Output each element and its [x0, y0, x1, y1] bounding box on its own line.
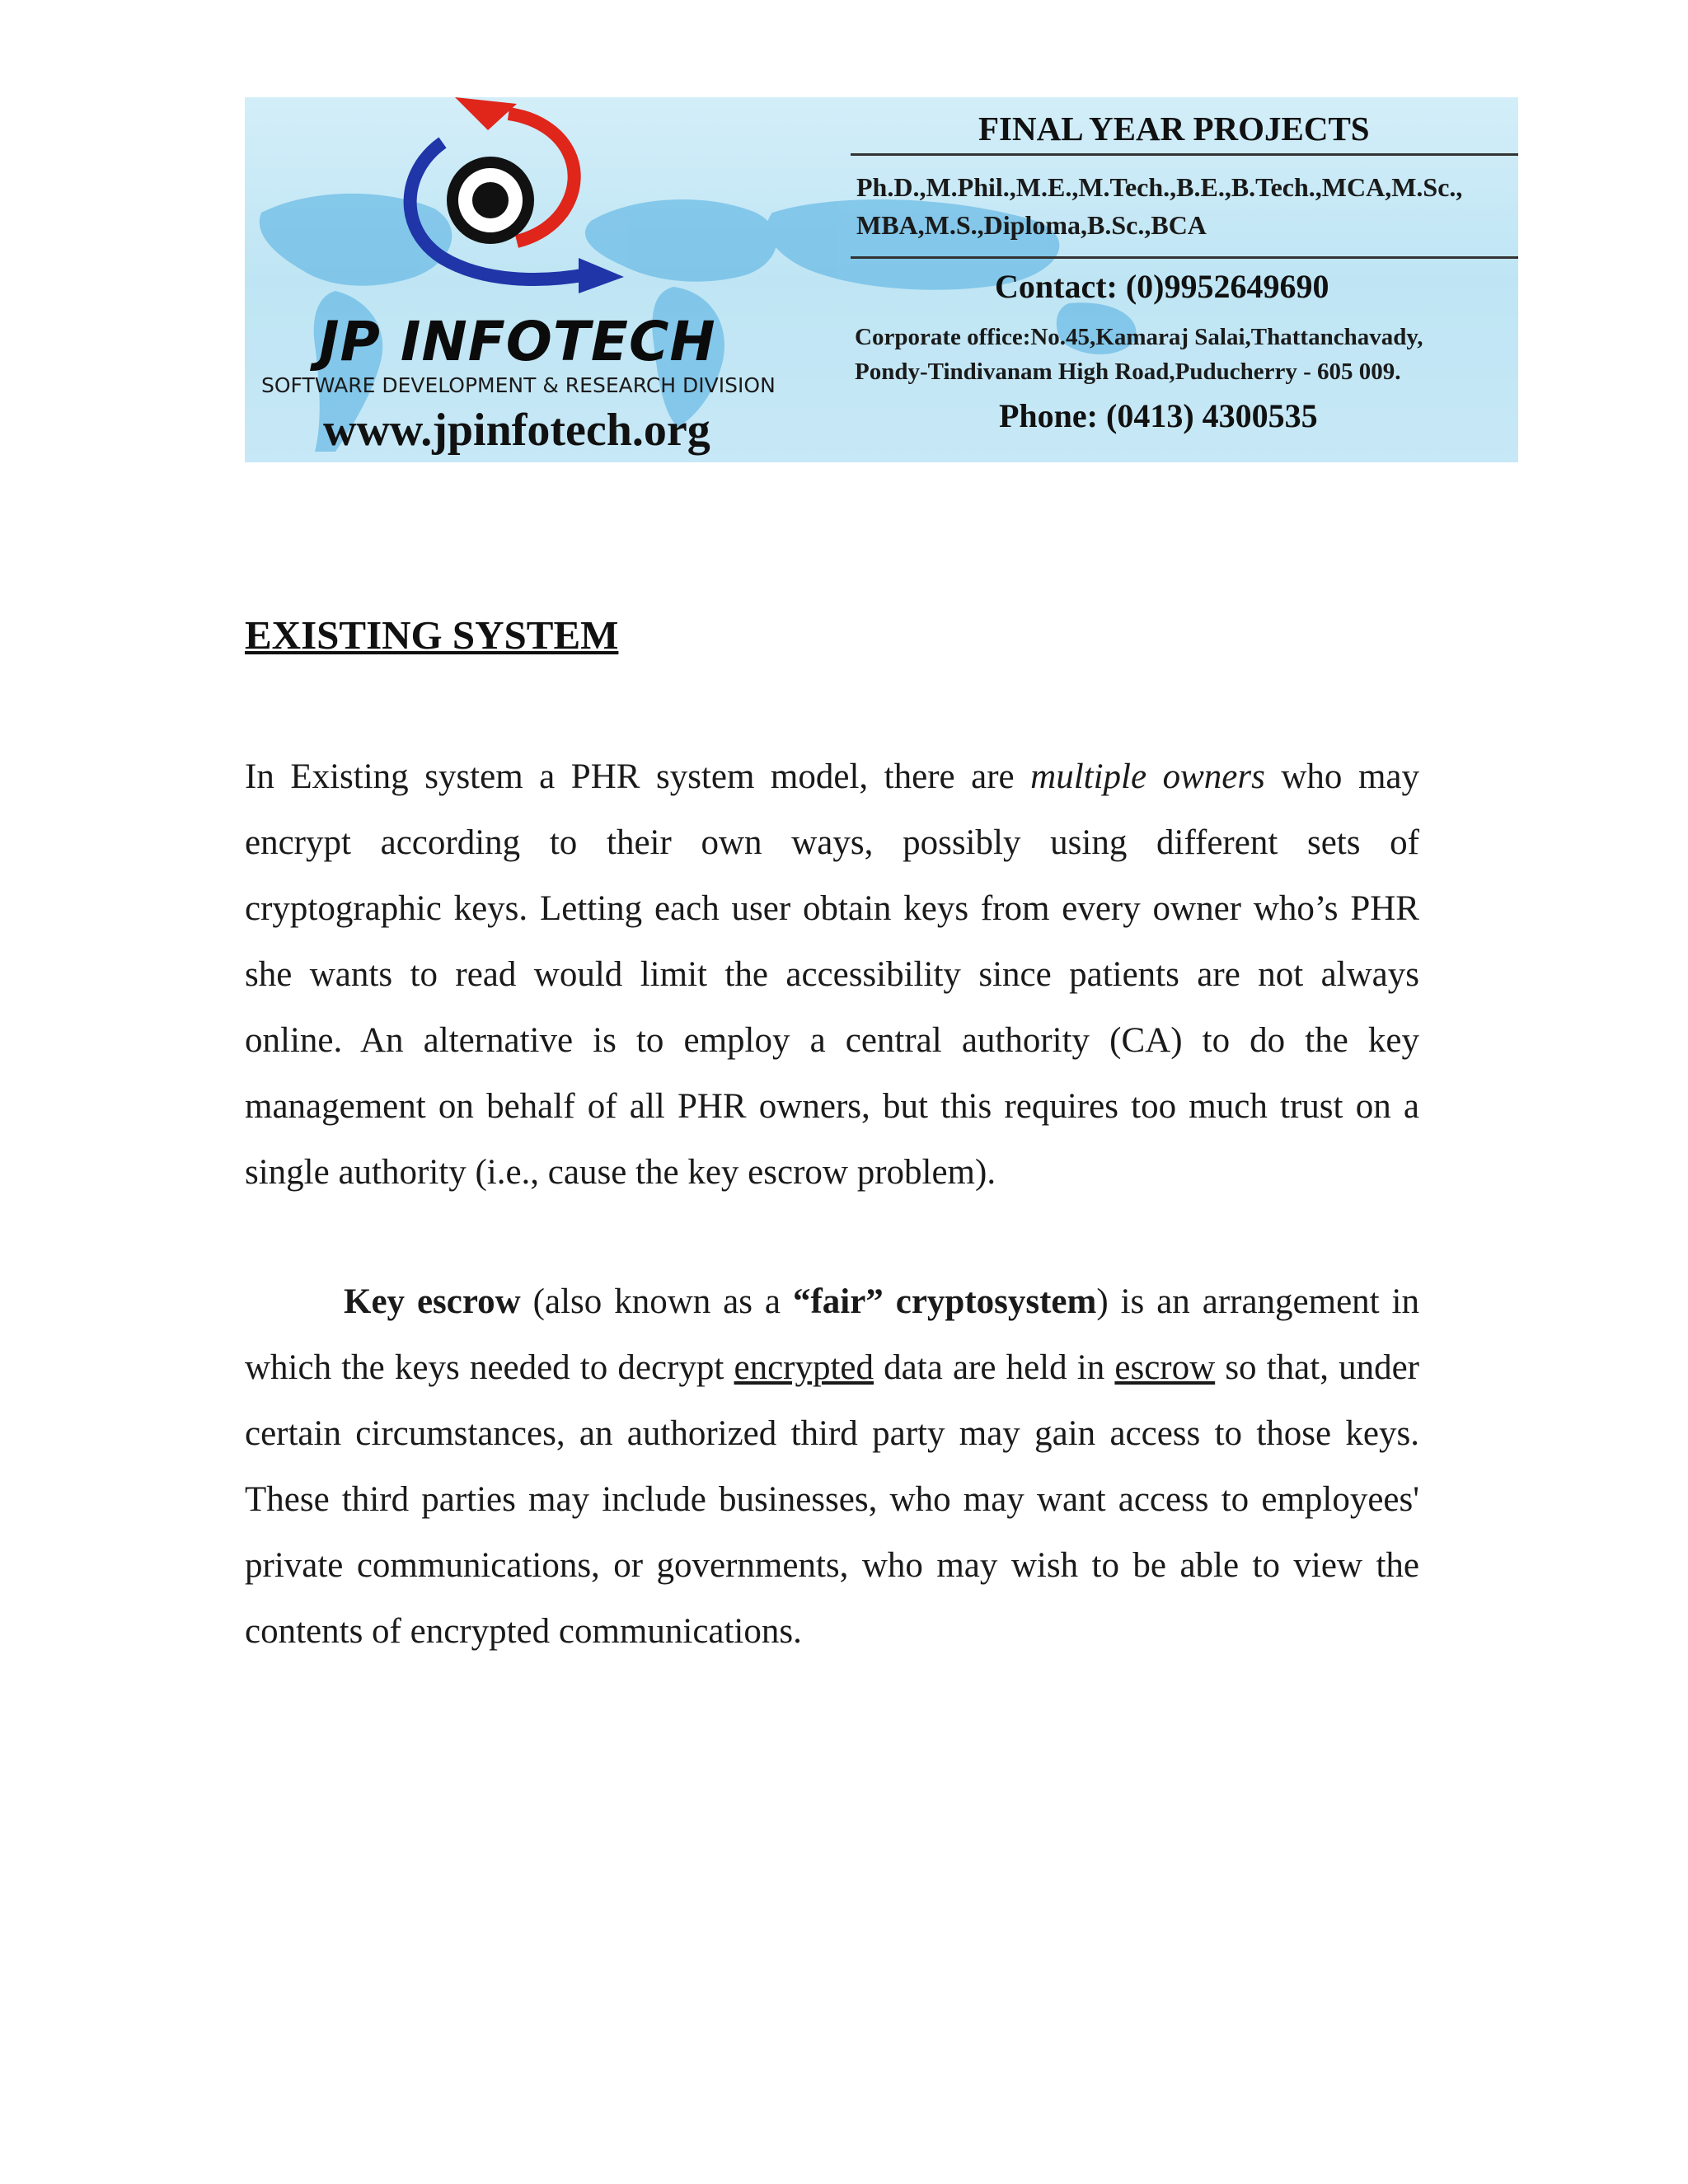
text-span: data are held in	[874, 1348, 1115, 1387]
paragraph-existing-system	[245, 744, 1419, 1206]
brand-name: JP INFOTECH	[319, 310, 716, 373]
emphasis-text: multiple owners	[1030, 757, 1265, 796]
logo-emblem	[352, 97, 624, 295]
address-line: Corporate office:No.45,Kamaraj Salai,Thattanchavady,	[855, 324, 1423, 350]
degree-line: Ph.D.,M.Phil.,M.E.,M.Tech.,B.E.,B.Tech.,MCA,M.Sc.,	[856, 172, 1463, 202]
degree-line: MBA,M.S.,Diploma,B.Sc.,BCA	[856, 210, 1207, 240]
text-span: so that, under certain circumstances, an authorized third party may gain access to those keys. These third parties may include businesses, who may want access to employees' private communications, or governments, who may wish to be able to view the contents of encrypted communications.	[245, 1348, 1419, 1651]
contact-number: Contact: (0)9952649690	[995, 268, 1329, 305]
banner-divider-middle	[851, 256, 1518, 259]
link-encrypted[interactable]: encrypted	[734, 1348, 874, 1387]
banner-divider-top	[851, 153, 1518, 156]
link-escrow[interactable]: escrow	[1114, 1348, 1216, 1387]
text-span: In Existing system a PHR system model, there are	[245, 757, 1031, 796]
phone-number: Phone: (0413) 4300535	[999, 397, 1318, 434]
degree-list	[856, 168, 1516, 244]
term-fair-cryptosystem: “fair” cryptosystem	[792, 1282, 1097, 1321]
address-line: Pondy-Tindivanam High Road,Puducherry - 605 009.	[855, 359, 1401, 385]
paragraph-key-escrow	[245, 1269, 1419, 1665]
website-url: www.jpinfotech.org	[323, 405, 710, 456]
office-address	[855, 320, 1423, 389]
term-key-escrow: Key escrow	[344, 1282, 521, 1321]
text-span: (also known as a	[520, 1282, 793, 1321]
text-span: ) is an arrangement in which the keys needed to decrypt	[245, 1282, 1419, 1387]
brand-tagline: SOFTWARE DEVELOPMENT & RESEARCH DIVISION	[261, 373, 776, 397]
header-banner	[245, 97, 1518, 462]
text-span: who may encrypt according to their own ways, possibly using different sets of cryptographic keys. Letting each user obtain keys from every owner who’s PHR she wants to read would limit the accessibility since patients are not always online. An alternative is to employ a central authority (CA) to do the key management on behalf of all PHR owners, but this requires too much trust on a single authority (i.e., cause the key escrow problem).	[245, 757, 1419, 1192]
banner-title: FINAL YEAR PROJECTS	[978, 110, 1370, 148]
section-heading: EXISTING SYSTEM	[245, 612, 619, 658]
